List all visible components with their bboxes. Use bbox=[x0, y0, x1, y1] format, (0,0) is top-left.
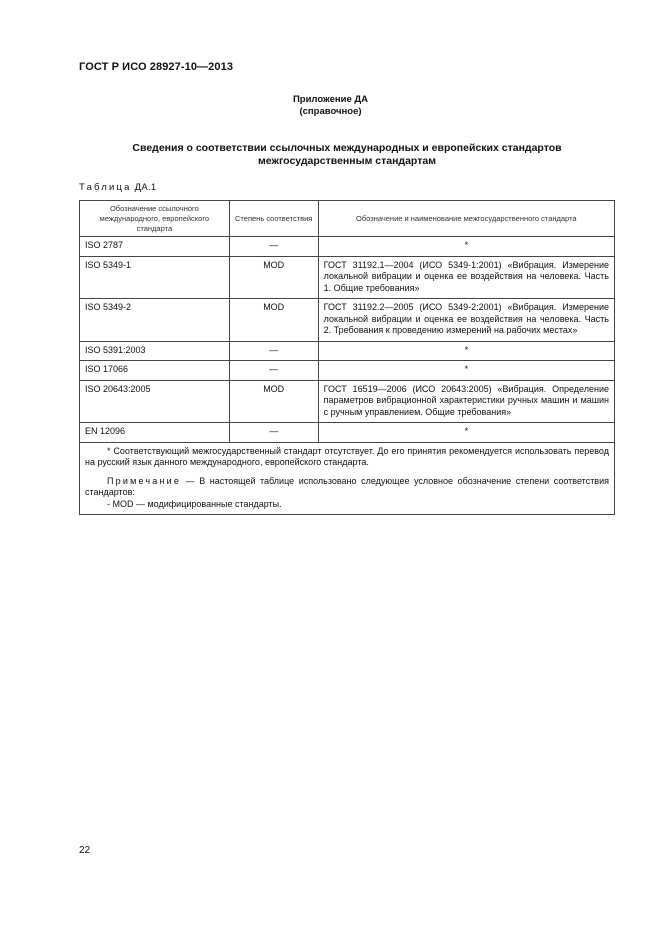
cell-degree: MOD bbox=[229, 380, 318, 423]
cell-reference: ISO 20643:2005 bbox=[80, 380, 230, 423]
cell-reference: ISO 17066 bbox=[80, 361, 230, 381]
table-footnote: * Соответствующий межгосударственный стандарт отсутствует. До его принятия рекомендуется использовать перевод на русский язык данного международного, европейского стандарта. bbox=[85, 445, 609, 467]
column-header-interstate-standard: Обозначение и наименование межгосударственного стандарта bbox=[318, 201, 614, 237]
cell-gost: * bbox=[318, 341, 614, 361]
table-header-row bbox=[80, 201, 615, 237]
correspondence-table bbox=[79, 200, 615, 515]
section-title-line-1: Сведения о соответствии ссылочных международных и европейских стандартов bbox=[132, 142, 562, 154]
cell-gost: * bbox=[318, 423, 614, 443]
cell-gost: * bbox=[318, 237, 614, 257]
table-row bbox=[80, 380, 615, 423]
table-label-number: ДА.1 bbox=[134, 182, 157, 193]
table-row bbox=[80, 423, 615, 443]
cell-reference: ISO 2787 bbox=[80, 237, 230, 257]
cell-degree: — bbox=[229, 341, 318, 361]
cell-degree: MOD bbox=[229, 256, 318, 299]
cell-degree: — bbox=[229, 423, 318, 443]
note-item: - MOD — модифицированные стандарты. bbox=[107, 498, 282, 509]
note-text: — В настоящей таблице использовано следующее условное обозначение степени соответствия стандартов: bbox=[85, 475, 609, 497]
cell-reference: ISO 5349-2 bbox=[80, 299, 230, 342]
cell-gost: ГОСТ 31192.2—2005 (ИСО 5349-2:2001) «Вибрация. Измерение локальной вибрации и оценка ее воздействия на человека. Часть 2. Требования к проведению измерений на рабочих местах» bbox=[318, 299, 614, 342]
cell-degree: MOD bbox=[229, 299, 318, 342]
cell-reference: EN 12096 bbox=[80, 423, 230, 443]
section-title-line-2: межгосударственным стандартам bbox=[258, 155, 436, 167]
appendix-subtitle: (справочное) bbox=[299, 106, 362, 117]
table-row bbox=[80, 361, 615, 381]
column-header-reference-standard: Обозначение ссылочного международного, европейского стандарта bbox=[80, 201, 230, 237]
table-row bbox=[80, 256, 615, 299]
page-number: 22 bbox=[79, 845, 91, 856]
table-footer-row bbox=[80, 442, 615, 515]
table-row bbox=[80, 299, 615, 342]
cell-gost: * bbox=[318, 361, 614, 381]
table-row bbox=[80, 341, 615, 361]
table-label bbox=[79, 182, 157, 193]
cell-degree: — bbox=[229, 361, 318, 381]
table-footer bbox=[80, 442, 615, 515]
section-title bbox=[79, 142, 615, 168]
cell-gost: ГОСТ 16519—2006 (ИСО 20643:2005) «Вибрация. Определение параметров вибрационной характеристики ручных машин и машин с ручным управлением. Общие требования» bbox=[318, 380, 614, 423]
table-row bbox=[80, 237, 615, 257]
table-note bbox=[85, 476, 609, 499]
cell-degree: — bbox=[229, 237, 318, 257]
cell-gost: ГОСТ 31192.1—2004 (ИСО 5349-1:2001) «Вибрация. Измерение локальной вибрации и оценка ее воздействия на человека. Часть 1. Общие требования» bbox=[318, 256, 614, 299]
cell-reference: ISO 5349-1 bbox=[80, 256, 230, 299]
note-label: Примечание bbox=[107, 475, 182, 486]
appendix-heading bbox=[0, 94, 661, 118]
document-code: ГОСТ Р ИСО 28927-10—2013 bbox=[79, 61, 234, 73]
column-header-degree: Степень соответствия bbox=[229, 201, 318, 237]
appendix-title: Приложение ДА bbox=[292, 94, 369, 105]
table-label-word: Таблица bbox=[79, 182, 132, 193]
cell-reference: ISO 5391:2003 bbox=[80, 341, 230, 361]
